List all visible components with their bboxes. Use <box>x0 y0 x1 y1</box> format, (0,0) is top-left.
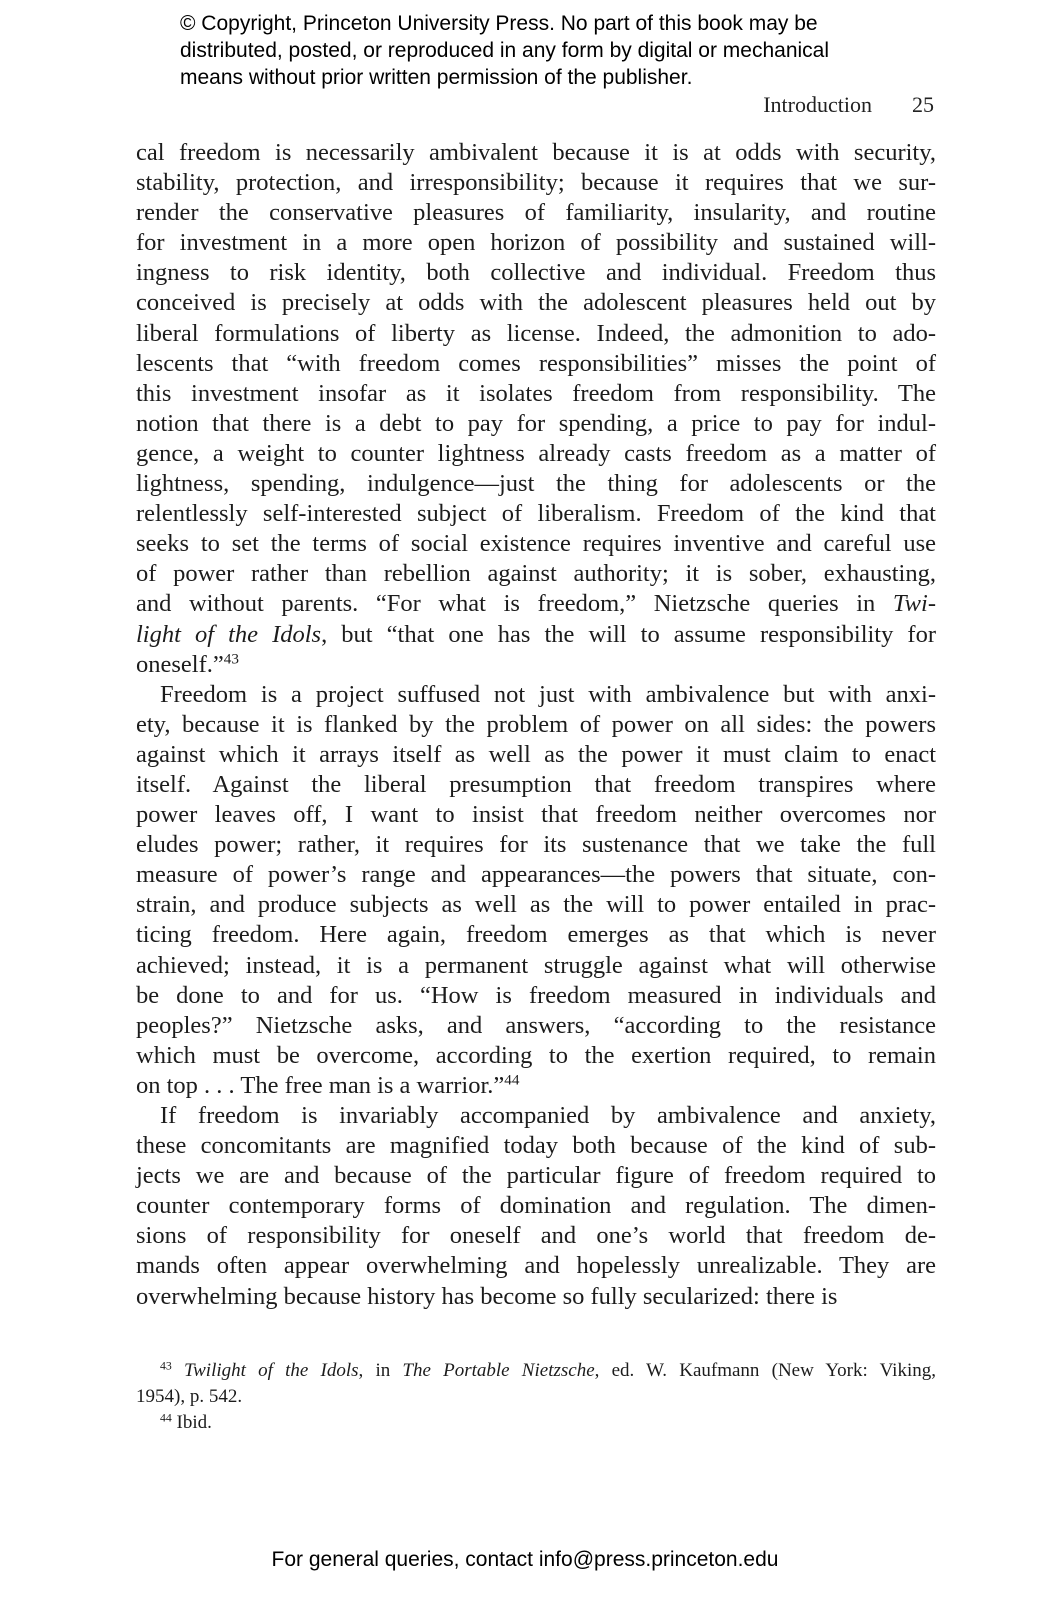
text-line: these concomitants are magnified today both because of the kind of sub- <box>136 1132 936 1160</box>
footnote-mark: 44 <box>160 1411 172 1425</box>
footnote-line: 1954), p. 542. <box>136 1386 243 1407</box>
text-line: on top . . . The free man is a warrior.”$^{44}$ <box>136 1071 520 1099</box>
text-line: and without parents. “For what is freedom,” Nietzsche queries in Twi- <box>136 590 936 618</box>
footnote-ref: 43 <box>223 650 239 668</box>
copyright-line: means without prior written permission of the publisher. <box>180 66 693 89</box>
text-line: lescents that “with freedom comes responsibilities” misses the point of <box>136 349 936 377</box>
text-line: which must be overcome, according to the exertion required, to remain <box>136 1041 936 1069</box>
footnote-mark: 43 <box>160 1359 172 1373</box>
paragraph <box>136 680 936 1101</box>
text-line: itself. Against the liberal presumption that freedom transpires where <box>136 770 936 798</box>
footnotes <box>136 1358 936 1436</box>
copyright-line: distributed, posted, or reproduced in any form by digital or mechanical <box>180 39 830 62</box>
text-line: overwhelming because history has become so fully secularized: there is <box>136 1282 838 1310</box>
text-line: conceived is precisely at odds with the adolescent pleasures held out by <box>136 289 936 317</box>
text-line: stability, protection, and irresponsibility; because it requires that we sur- <box>136 169 936 197</box>
paragraph <box>136 138 936 680</box>
text-line: If freedom is invariably accompanied by ambivalence and anxiety, <box>160 1102 936 1129</box>
text-line: be done to and for us. “How is freedom measured in individuals and <box>136 981 936 1009</box>
text-line: peoples?” Nietzsche asks, and answers, “according to the resistance <box>136 1011 936 1039</box>
text-line: power leaves off, I want to insist that freedom neither overcomes nor <box>136 801 936 829</box>
footnote-ref: 44 <box>504 1071 520 1089</box>
text-line: ticing freedom. Here again, freedom emerges as that which is never <box>136 921 936 949</box>
text-line: sions of responsibility for oneself and one’s world that freedom de- <box>136 1222 936 1250</box>
copyright-line: © Copyright, Princeton University Press. No part of this book may be <box>180 12 818 35</box>
footnote-line: $^{43}$ Twilight of the Idols, in The Portable Nietzsche, ed. W. Kaufmann (New York: Viking, <box>160 1359 936 1381</box>
text-line: eludes power; rather, it requires for its sustenance that we take the full <box>136 831 936 859</box>
footnote <box>136 1410 936 1436</box>
text-line: this investment insofar as it isolates freedom from responsibility. The <box>136 379 936 407</box>
text-line: of power rather than rebellion against authority; it is sober, exhausting, <box>136 560 936 588</box>
text-line: jects we are and because of the particular figure of freedom required to <box>136 1162 936 1190</box>
text-line: ingness to risk identity, both collective and individual. Freedom thus <box>136 259 936 287</box>
footnote-line: $^{44}$ Ibid. <box>160 1411 212 1433</box>
text-line: seeks to set the terms of social existence requires inventive and careful use <box>136 530 936 558</box>
body-text <box>136 138 936 1312</box>
text-line: oneself.”$^{43}$ <box>136 650 239 678</box>
text-line: notion that there is a debt to pay for spending, a price to pay for indul- <box>136 409 936 437</box>
text-line: for investment in a more open horizon of possibility and sustained will- <box>136 229 936 257</box>
running-head-title: Introduction <box>763 92 872 117</box>
paragraph <box>136 1101 936 1312</box>
text-line: mands often appear overwhelming and hopelessly unrealizable. They are <box>136 1252 936 1280</box>
text-line: light of the Idols, but “that one has the will to assume responsibility for <box>136 620 936 648</box>
text-line: against which it arrays itself as well as the power it must claim to enact <box>136 740 936 768</box>
text-line: gence, a weight to counter lightness already casts freedom as a matter of <box>136 439 936 467</box>
text-line: ety, because it is flanked by the problem of power on all sides: the powers <box>136 710 936 738</box>
text-line: strain, and produce subjects as well as the will to power entailed in prac- <box>136 891 936 919</box>
footnote <box>136 1358 936 1410</box>
text-line: Freedom is a project suffused not just with ambivalence but with anxi- <box>160 680 936 708</box>
text-line: lightness, spending, indulgence—just the thing for adolescents or the <box>136 470 936 498</box>
text-line: liberal formulations of liberty as license. Indeed, the admonition to ado- <box>136 319 936 347</box>
page-number: 25 <box>912 92 934 117</box>
text-line: relentlessly self-interested subject of liberalism. Freedom of the kind that <box>136 500 936 528</box>
text-line: measure of power’s range and appearances—the powers that situate, con- <box>136 861 936 889</box>
text-line: cal freedom is necessarily ambivalent because it is at odds with security, <box>136 139 936 166</box>
text-line: render the conservative pleasures of familiarity, insularity, and routine <box>136 199 936 227</box>
text-line: achieved; instead, it is a permanent struggle against what will otherwise <box>136 951 936 979</box>
running-head <box>763 92 934 118</box>
text-line: counter contemporary forms of domination and regulation. The dimen- <box>136 1192 936 1220</box>
footer-contact: For general queries, contact info@press.princeton.edu <box>271 1548 779 1571</box>
copyright-notice <box>180 10 900 91</box>
